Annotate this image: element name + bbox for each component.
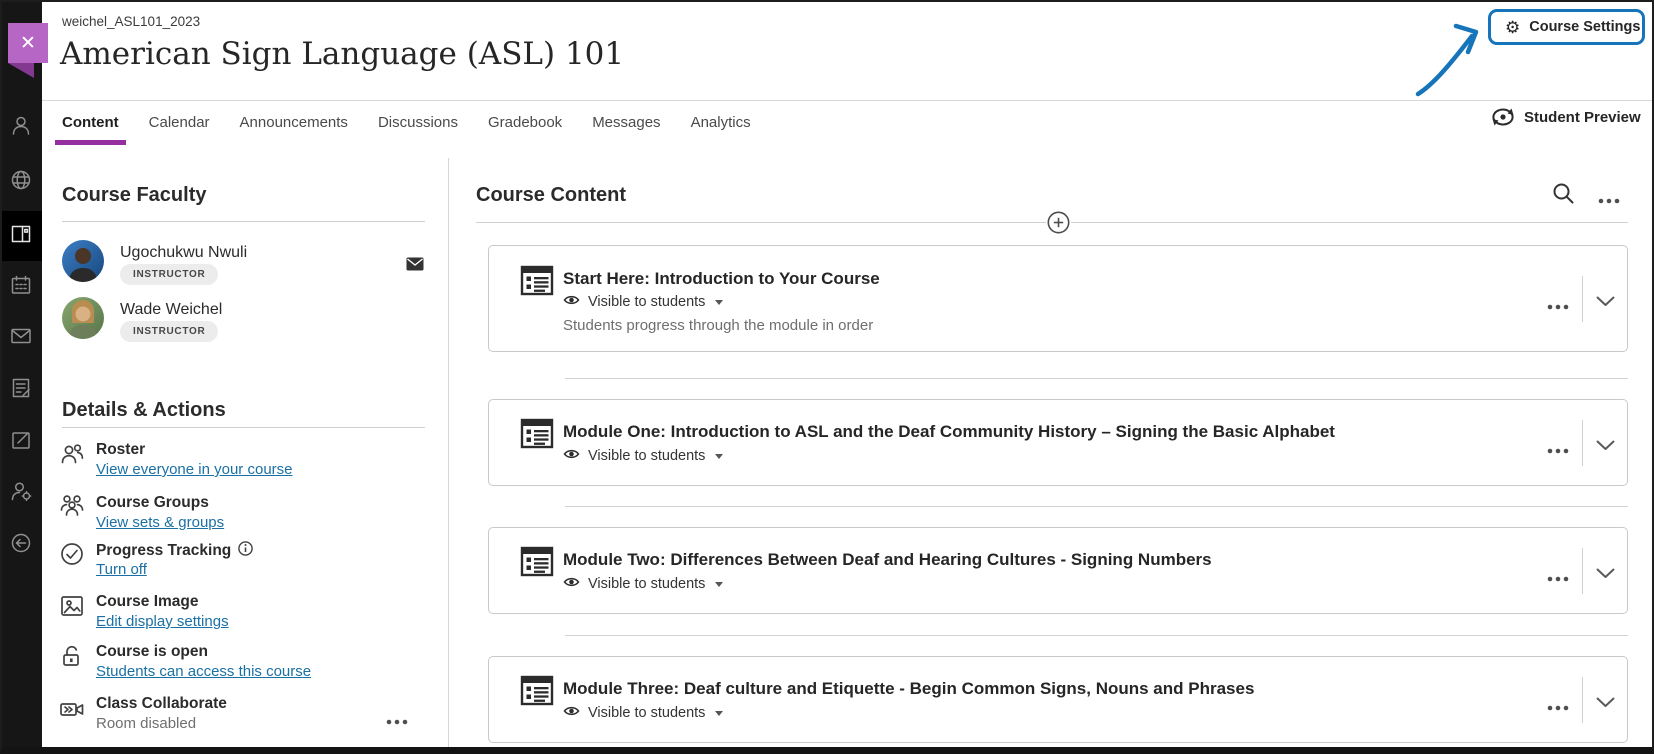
student-preview-label: Student Preview <box>1524 108 1641 126</box>
course-is-open-link[interactable]: Students can access this course <box>96 663 312 680</box>
ribbon-fold <box>8 63 34 78</box>
caret-down-icon <box>715 454 723 459</box>
visibility-dropdown[interactable]: Visible to students <box>563 294 723 310</box>
caret-down-icon <box>715 300 723 305</box>
content-more-options-icon[interactable] <box>1598 191 1620 209</box>
divider <box>62 427 425 428</box>
person-gear-icon <box>9 479 33 508</box>
course-id: weichel_ASL101_2023 <box>62 14 201 29</box>
message-envelope-icon[interactable] <box>406 257 424 276</box>
details-actions-heading: Details & Actions <box>62 399 226 421</box>
sidebar-item-tools[interactable] <box>0 417 42 467</box>
sidebar-item-grades[interactable] <box>0 365 42 415</box>
card-separator <box>565 506 1628 507</box>
calendar-icon <box>9 273 33 302</box>
avatar <box>62 297 104 339</box>
page-title: American Sign Language (ASL) 101 <box>60 36 625 72</box>
content-card-module-three <box>488 656 1628 743</box>
student-preview-button[interactable] <box>1490 106 1641 128</box>
caret-down-icon <box>715 582 723 587</box>
tab-messages[interactable]: Messages <box>592 114 661 131</box>
module-icon <box>519 263 555 304</box>
chevron-down-icon[interactable] <box>1596 695 1615 713</box>
class-collaborate-status: Room disabled <box>96 715 197 732</box>
card-action-divider <box>1582 420 1583 466</box>
roster-link[interactable]: View everyone in your course <box>96 461 293 478</box>
sidebar-item-activity[interactable] <box>0 157 42 207</box>
card-separator <box>565 378 1628 379</box>
course-image-icon <box>59 593 85 624</box>
sidebar-item-signout[interactable] <box>0 520 42 570</box>
global-sidebar <box>0 0 42 754</box>
course-is-open-title: Course is open <box>96 643 208 660</box>
course-groups-title: Course Groups <box>96 494 209 511</box>
course-settings-button[interactable] <box>1491 19 1640 36</box>
sidebar-item-admin[interactable] <box>0 468 42 518</box>
search-icon[interactable] <box>1552 182 1575 210</box>
close-icon: ✕ <box>20 32 36 54</box>
eye-icon <box>563 448 580 464</box>
content-card-module-two <box>488 527 1628 614</box>
student-preview-icon <box>1490 106 1516 128</box>
courses-icon <box>9 222 33 251</box>
tab-analytics[interactable]: Analytics <box>690 114 751 131</box>
card-more-options-icon[interactable] <box>1547 297 1569 315</box>
progress-check-icon <box>59 541 85 572</box>
card-more-options-icon[interactable] <box>1547 441 1569 459</box>
module-icon <box>519 673 555 714</box>
course-content-heading: Course Content <box>476 184 626 206</box>
card-action-divider <box>1582 548 1583 594</box>
info-icon[interactable] <box>238 541 253 561</box>
compose-icon <box>9 428 33 457</box>
course-settings-label: Course Settings <box>1529 19 1641 35</box>
tab-calendar[interactable]: Calendar <box>148 114 210 131</box>
visibility-dropdown[interactable]: Visible to students <box>563 448 723 464</box>
module-title[interactable]: Module One: Introduction to ASL and the Deaf Community History – Signing the Basic Alphabet <box>563 422 1335 441</box>
tab-discussions[interactable]: Discussions <box>377 114 458 131</box>
column-divider <box>448 158 449 754</box>
faculty-heading: Course Faculty <box>62 184 207 206</box>
content-card-module-one <box>488 399 1628 486</box>
module-description: Students progress through the module in order <box>563 317 874 334</box>
class-collaborate-icon <box>59 696 85 727</box>
course-open-lock-title: Course Image <box>96 593 199 610</box>
module-title[interactable]: Start Here: Introduction to Your Course <box>563 269 880 288</box>
tab-content[interactable]: Content <box>62 114 119 131</box>
roster-title: Roster <box>96 441 146 458</box>
annotation-arrow <box>1404 20 1489 100</box>
sign-out-icon <box>9 531 33 560</box>
tab-announcements[interactable]: Announcements <box>239 114 348 131</box>
content-card-start-here <box>488 245 1628 352</box>
progress-tracking-link[interactable]: Turn off <box>96 561 147 578</box>
course-image-link[interactable]: Edit display settings <box>96 613 229 630</box>
role-badge: INSTRUCTOR <box>120 321 218 342</box>
chevron-down-icon[interactable] <box>1596 566 1615 584</box>
divider <box>62 221 425 222</box>
card-more-options-icon[interactable] <box>1547 698 1569 716</box>
card-action-divider <box>1582 677 1583 723</box>
globe-icon <box>9 168 33 197</box>
visibility-dropdown[interactable]: Visible to students <box>563 576 723 592</box>
role-badge: INSTRUCTOR <box>120 264 218 285</box>
caret-down-icon <box>715 711 723 716</box>
tab-gradebook[interactable]: Gradebook <box>487 114 563 131</box>
card-separator <box>565 635 1628 636</box>
sidebar-item-profile[interactable] <box>0 102 42 152</box>
module-title[interactable]: Module Three: Deaf culture and Etiquette - Begin Common Signs, Nouns and Phrases <box>563 679 1255 698</box>
faculty-member-name: Wade Weichel <box>120 301 223 318</box>
eye-icon <box>563 576 580 592</box>
eye-icon <box>563 705 580 721</box>
visibility-dropdown[interactable]: Visible to students <box>563 705 723 721</box>
faculty-member-name: Ugochukwu Nwuli <box>120 244 248 261</box>
person-icon <box>9 113 33 142</box>
card-more-options-icon[interactable] <box>1547 569 1569 587</box>
add-content-plus-icon[interactable] <box>1046 210 1071 235</box>
collaborate-more-options-icon[interactable] <box>386 712 408 730</box>
avatar <box>62 240 104 282</box>
chevron-down-icon[interactable] <box>1596 438 1615 456</box>
course-tab-bar <box>62 100 751 145</box>
roster-icon <box>59 441 85 472</box>
open-lock-icon <box>59 643 85 674</box>
module-icon <box>519 544 555 585</box>
sidebar-item-calendar[interactable] <box>0 262 42 312</box>
eye-icon <box>563 294 580 310</box>
module-title[interactable]: Module Two: Differences Between Deaf and Hearing Cultures - Signing Numbers <box>563 550 1212 569</box>
grades-icon <box>9 376 33 405</box>
close-course-button[interactable] <box>8 23 48 63</box>
mail-icon <box>9 324 33 353</box>
progress-tracking-title: Progress Tracking <box>96 541 253 561</box>
class-collaborate-title: Class Collaborate <box>96 695 227 712</box>
gear-icon: ⚙ <box>1505 17 1521 37</box>
sidebar-item-messages[interactable] <box>0 313 42 363</box>
course-groups-icon <box>59 492 85 523</box>
card-action-divider <box>1582 276 1583 322</box>
chevron-down-icon[interactable] <box>1596 294 1615 312</box>
sidebar-item-courses[interactable] <box>0 211 42 261</box>
annotation-highlight-box <box>1488 9 1645 45</box>
module-icon <box>519 416 555 457</box>
course-groups-link[interactable]: View sets & groups <box>96 514 225 531</box>
